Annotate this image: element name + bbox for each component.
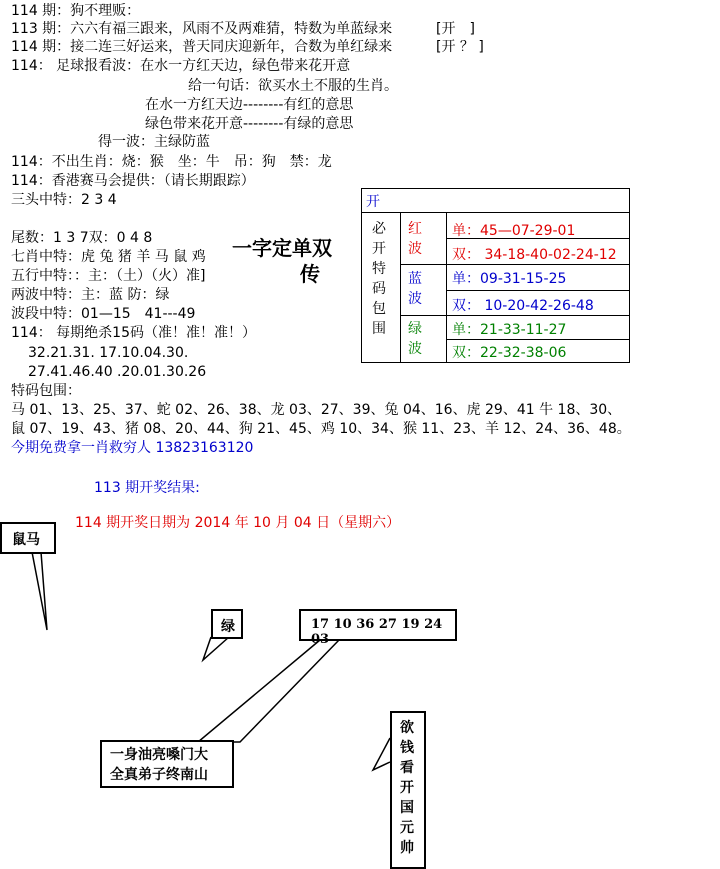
- line-25: 114 期开奖日期为 2014 年 10 月 04 日（星期六）: [75, 515, 401, 531]
- callout-numbers: 17 10 36 27 19 24 03: [299, 609, 457, 641]
- blue-single: 单：09-31-15-25: [452, 271, 567, 287]
- blue-wave-label: 蓝 波: [408, 271, 422, 307]
- line-9: 114：不出生肖：烧：猴 坐：牛 吊：狗 禁：龙: [11, 154, 332, 170]
- green-double: 双：22-32-38-06: [452, 345, 567, 361]
- line-13: 七肖中特：虎 兔 猪 羊 马 鼠 鸡: [11, 249, 206, 265]
- line-23: 今期免费拿一肖救穷人 13823163120: [11, 440, 254, 456]
- line-7: 绿色带来花开意--------有绿的意思: [145, 116, 354, 132]
- callout-shu-ma: 鼠马: [0, 522, 56, 554]
- callout-vertical: 欲 钱 看 开 国 元 帅: [390, 711, 426, 869]
- red-double: 双： 34-18-40-02-24-12: [452, 247, 617, 263]
- line-2: 113 期：六六有福三跟来，风雨不及两难猜，特数为单蓝绿来: [11, 21, 393, 37]
- line-22: 鼠 07、19、43、猪 08、20、44、狗 21、45、鸡 10、34、猴 11、23、羊 12、24、36、48。: [11, 421, 631, 437]
- line-15: 两波中特：主：蓝 防：绿: [11, 287, 170, 303]
- line-10: 114：香港赛马会提供：（请长期跟踪）: [11, 173, 255, 189]
- headline-2: 传: [300, 262, 320, 286]
- table-header: 开: [366, 194, 380, 210]
- line-14: 五行中特：：主：（土）（火）准]: [11, 268, 206, 284]
- left-col-text: 必 开 特 码 包 围: [372, 221, 386, 337]
- line-1: 114 期：狗不理贩：: [11, 3, 141, 19]
- blue-double: 双： 10-20-42-26-48: [452, 298, 594, 314]
- line-20: 特码包围：: [11, 383, 81, 399]
- line-19: 27.41.46.40 .20.01.30.26: [28, 364, 207, 380]
- line-4: 114： 足球报看波：在水一方红天边，绿色带来花开意: [11, 58, 351, 74]
- red-wave-label: 红 波: [408, 221, 422, 257]
- line-3: 114 期：接二连三好运来，普天同庆迎新年，合数为单红绿来: [11, 39, 393, 55]
- line-3-bracket: [开 ？ ]: [436, 39, 484, 55]
- line-6: 在水一方红天边--------有红的意思: [145, 97, 354, 113]
- line-2-bracket: [开 ]: [436, 21, 475, 37]
- poem-line-2: 全真弟子终南山: [110, 767, 208, 783]
- line-8: 得一波：主绿防蓝: [98, 134, 210, 150]
- green-single: 单：21-33-11-27: [452, 322, 567, 338]
- red-single: 单：45—07-29-01: [452, 223, 576, 239]
- callout-poem: [100, 740, 234, 788]
- callout-green: 绿: [211, 609, 243, 639]
- line-12: 尾数：1 3 7双：0 4 8: [11, 230, 153, 246]
- green-wave-label: 绿 波: [408, 321, 422, 357]
- line-11: 三头中特：2 3 4: [11, 192, 117, 208]
- line-24: 113 期开奖结果:: [94, 480, 200, 496]
- poem-line-1: 一身油亮嗓门大: [110, 747, 208, 763]
- line-17: 114： 每期绝杀15码（准！准！准！）: [11, 325, 256, 341]
- line-21: 马 01、13、25、37、蛇 02、26、38、龙 03、27、39、兔 04、16、虎 29、41 牛 18、30、: [11, 402, 622, 418]
- line-16: 波段中特：01—15 41---49: [11, 306, 196, 322]
- headline: 一字定单双: [232, 236, 332, 260]
- line-5: 给一句话：欲买水土不服的生肖。: [188, 78, 398, 94]
- line-18: 32.21.31. 17.10.04.30.: [28, 345, 189, 361]
